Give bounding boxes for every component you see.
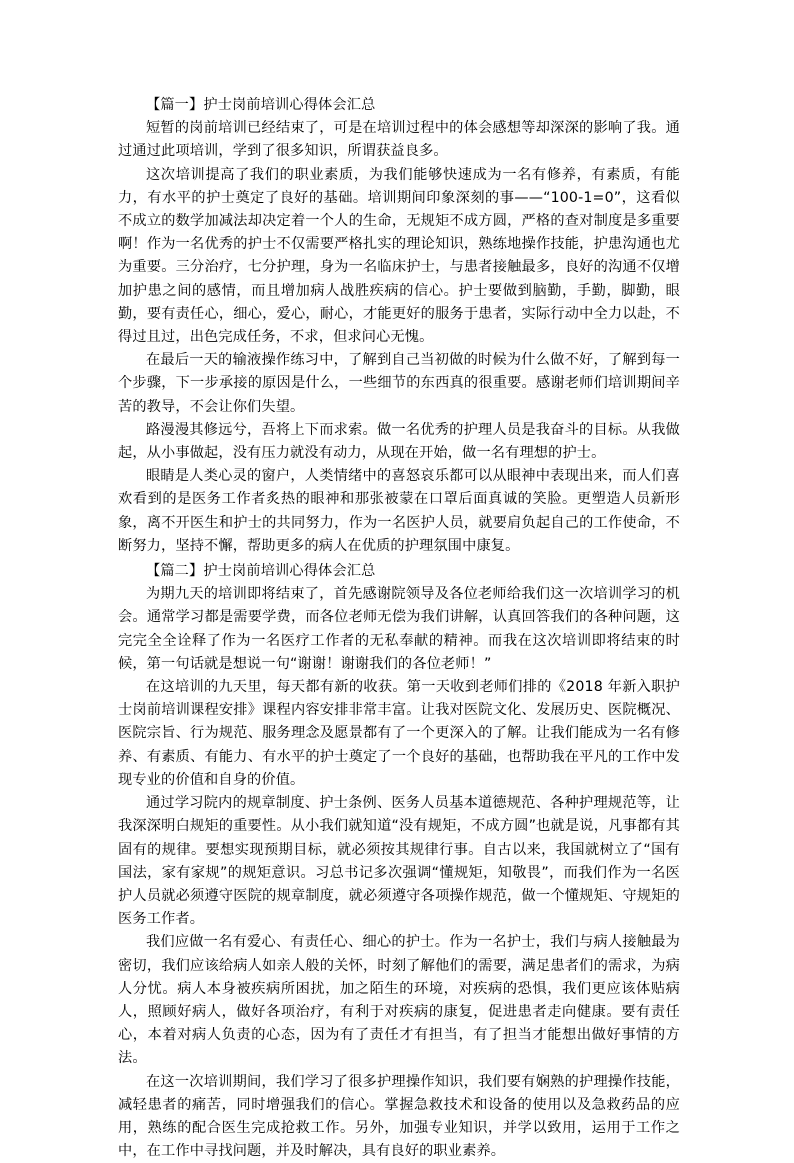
section-two-paragraph-3: 通过学习院内的规章制度、护士条例、医务人员基本道德规范、各种护理规范等，让我深深明白规矩的重要性。从小我们就知道“没有规矩，不成方圆”也就是说，凡事都有其固有的规律。要想实现预期目标，就必须按其规律行事。自古以来，我国就树立了“国有国法，家有家规”的规矩意识。习总书记多次强调“懂规矩，知敬畏”，而我们作为一名医护人员就必须遵守医院的规章制度，就必须遵守各项操作规范，做一个懂规矩、守规矩的医务工作者。 [118,795,680,928]
section-two-paragraph-1: 为期九天的培训即将结束了，首先感谢院领导及各位老师给我们这一次培训学习的机会。通常学习都是需要学费，而各位老师无偿为我们讲解，认真回答我们的各种问题，这完完全全诠释了作为一名医疗工作者的无私奉献的精神。而我在这次培训即将结束的时候，第一句话就是想说一句“谢谢！谢谢我们的各位老师！” [118,586,680,672]
section-one-paragraph-2: 这次培训提高了我们的职业素质，为我们能够快速成为一名有修养，有素质，有能力，有水平的护士奠定了良好的基础。培训期间印象深刻的事——“100-1=0”，这看似不成立的数学加减法却决定着一个人的生命，无规矩不成方圆，严格的查对制度是多重要啊！作为一名优秀的护士不仅需要严格扎实的理论知识，熟练地操作技能，护患沟通也尤为重要。三分治疗，七分护理，身为一名临床护士，与患者接触最多，良好的沟通不仅增加护患之间的感情，而且增加病人战胜疾病的信心。护士要做到脑勤，手勤，脚勤，眼勤，要有责任心，细心，爱心，耐心，才能更好的服务于患者，实际行动中全力以赴，不得过且过，出色完成任务，不求，但求问心无愧。 [118,166,680,346]
section-one-paragraph-5: 眼睛是人类心灵的窗户，人类情绪中的喜怒哀乐都可以从眼神中表现出来，而人们喜欢看到的是医务工作者炙热的眼神和那张被蒙在口罩后面真诚的笑脸。更塑造人员新形象，离不开医生和护士的共同努力，作为一名医护人员，就要肩负起自己的工作使命，不断努力，坚持不懈，帮助更多的病人在优质的护理氛围中康复。 [118,468,680,554]
section-one-heading: 【篇一】护士岗前培训心得体会汇总 [146,97,376,113]
section-two-paragraph-5: 在这一次培训期间，我们学习了很多护理操作知识，我们要有娴熟的护理操作技能，减轻患者的痛苦，同时增强我们的信心。掌握急救技术和设备的使用以及急救药品的应用，熟练的配合医生完成抢救工作。另外，加强专业知识，并学以致用，运用于工作之中，在工作中寻找问题，并及时解决，具有良好的职业素养。 [118,1073,680,1160]
section-two-paragraph-2: 在这培训的九天里，每天都有新的收获。第一天收到老师们排的《2018 年新入职护士岗前培训课程安排》课程内容安排非常丰富。让我对医院文化、发展历史、医院概况、医院宗旨、行为规范、服务理念及愿景都有了一个更深入的了解。让我们能成为一名有修养、有素质、有能力、有水平的护士奠定了一个良好的基础，也帮助我在平凡的工作中发现专业的价值和自身的价值。 [118,679,680,788]
section-one [118,94,680,558]
section-two [118,560,680,1163]
document-page [118,94,680,1163]
section-one-paragraph-1: 短暂的岗前培训已经结束了，可是在培训过程中的体会感想等却深深的影响了我。通过通过此项培训，学到了很多知识，所谓获益良多。 [118,120,680,160]
section-one-paragraph-3: 在最后一天的输液操作练习中，了解到自己当初做的时候为什么做不好，了解到每一个步骤，下一步承接的原因是什么，一些细节的东西真的很重要。感谢老师们培训期间辛苦的教导，不会让你们失望。 [118,352,680,415]
section-one-paragraph-4: 路漫漫其修远兮，吾将上下而求索。做一名优秀的护理人员是我奋斗的目标。从我做起，从小事做起，没有压力就没有动力，从现在开始，做一名有理想的护士。 [118,421,680,462]
section-two-heading: 【篇二】护士岗前培训心得体会汇总 [146,563,376,580]
section-two-paragraph-4: 我们应做一名有爱心、有责任心、细心的护士。作为一名护士，我们与病人接触最为密切，我们应该给病人如亲人般的关怀，时刻了解他们的需要，满足患者们的需求，为病人分忧。病人本身被疾病所困扰，加之陌生的环境，对疾病的恐惧，我们更应该体贴病人，照顾好病人，做好各项治疗，有利于对疾病的康复，促进患者走向健康。要有责任心，本着对病人负责的心态，因为有了责任才有担当，有了担当才能想出做好事情的方法。 [118,934,680,1067]
